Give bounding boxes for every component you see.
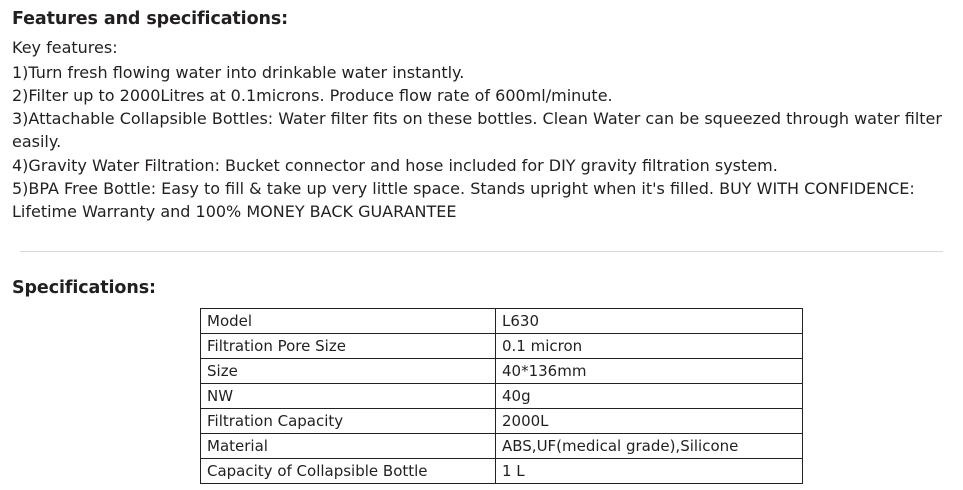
list-item: 4)Gravity Water Filtration: Bucket connector and hose included for DIY gravity filtration system. (12, 155, 778, 175)
spec-key: Filtration Capacity (201, 409, 496, 434)
table-row (201, 334, 803, 359)
table-row (201, 409, 803, 434)
spec-key: Model (201, 309, 496, 334)
list-item: 3)Attachable Collapsible Bottles: Water filter fits on these bottles. Clean Water can be squeezed through water filter easily. (12, 109, 942, 152)
features-heading: Features and specifications: (12, 9, 289, 29)
spec-value: L630 (496, 309, 803, 334)
table-row (201, 384, 803, 409)
key-features-label: Key features: (12, 37, 118, 57)
table-row (201, 359, 803, 384)
spec-key: NW (201, 384, 496, 409)
spec-value: 1 L (496, 459, 803, 484)
table-row (201, 434, 803, 459)
spec-value: 40*136mm (496, 359, 803, 384)
section-divider (20, 251, 943, 252)
spec-value: 0.1 micron (496, 334, 803, 359)
table-row (201, 309, 803, 334)
table-row (201, 459, 803, 484)
specifications-table-wrapper (12, 308, 951, 484)
specifications-heading: Specifications: (12, 278, 156, 299)
spec-value: 2000L (496, 409, 803, 434)
list-item: 5)BPA Free Bottle: Easy to fill & take up very little space. Stands upright when it's filled. BUY WITH CONFIDENCE: Lifetime Warranty and 100% MONEY BACK GUARANTEE (12, 178, 915, 221)
spec-key: Size (201, 359, 496, 384)
spec-key: Material (201, 434, 496, 459)
spec-key: Filtration Pore Size (201, 334, 496, 359)
list-item: 1)Turn fresh flowing water into drinkable water instantly. (12, 62, 465, 82)
spec-key: Capacity of Collapsible Bottle (201, 459, 496, 484)
spec-value: ABS,UF(medical grade),Silicone (496, 434, 803, 459)
spec-value: 40g (496, 384, 803, 409)
list-item: 2)Filter up to 2000Litres at 0.1microns. Produce flow rate of 600ml/minute. (12, 86, 613, 105)
specifications-table (200, 308, 803, 484)
key-features-list (12, 61, 951, 223)
